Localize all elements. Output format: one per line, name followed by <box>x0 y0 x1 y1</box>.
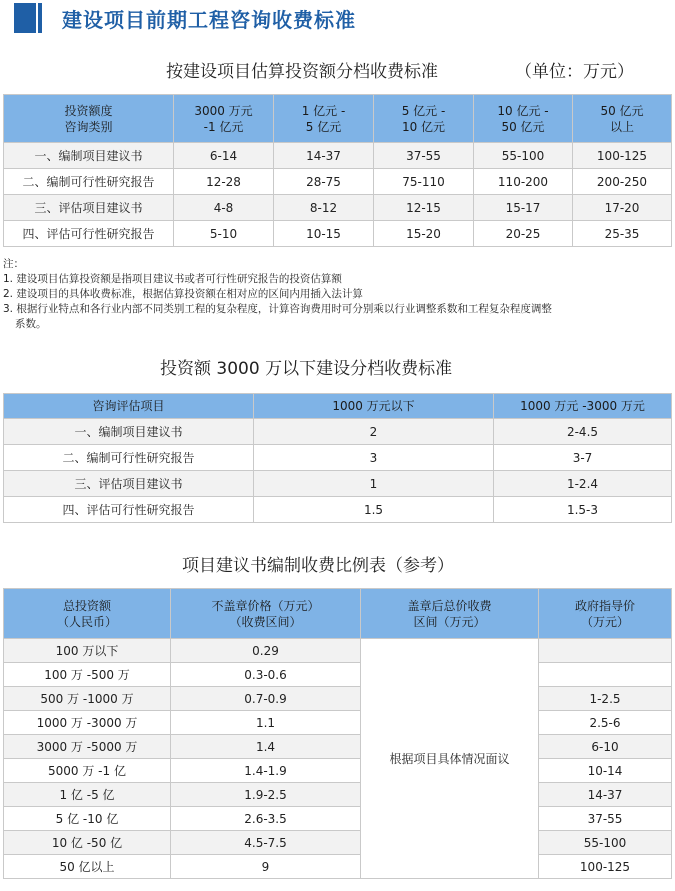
table-row <box>4 855 672 879</box>
table-cell: 1-2.4 <box>494 471 672 497</box>
table-cell <box>539 663 672 687</box>
table-row <box>4 639 672 663</box>
table-cell: 37-55 <box>374 143 474 169</box>
table3-col-header: 盖章后总价收费 区间（万元） <box>361 589 539 639</box>
table1-corner-cell: 投资额度 咨询类别 <box>4 95 174 143</box>
table-row <box>4 807 672 831</box>
header-accent-bar <box>14 3 36 33</box>
table1-col-header: 3000 万元 -1 亿元 <box>174 95 274 143</box>
table-cell: 28-75 <box>274 169 374 195</box>
row-label: 一、编制项目建议书 <box>4 419 254 445</box>
table-cell: 15-17 <box>474 195 573 221</box>
table3-col-header: 总投资额 （人民币） <box>4 589 171 639</box>
table-cell: 10-15 <box>274 221 374 247</box>
table3-col-header: 不盖章价格（万元） （收费区间） <box>171 589 361 639</box>
table-cell: 4.5-7.5 <box>171 831 361 855</box>
table3-col-header: 政府指导价 （万元） <box>539 589 672 639</box>
row-label: 50 亿以上 <box>4 855 171 879</box>
table-cell: 55-100 <box>474 143 573 169</box>
fee-table-under-3000 <box>3 393 672 523</box>
table2-header-row <box>4 394 672 419</box>
table-cell: 2-4.5 <box>494 419 672 445</box>
table-cell: 12-28 <box>174 169 274 195</box>
page-title: 建设项目前期工程咨询收费标准 <box>62 8 356 32</box>
fee-table-by-investment <box>3 94 672 247</box>
table-row <box>4 143 672 169</box>
table-cell: 6-10 <box>539 735 672 759</box>
table-cell: 2.6-3.5 <box>171 807 361 831</box>
table-cell: 14-37 <box>539 783 672 807</box>
note-item-continued: 系数。 <box>15 318 47 330</box>
table-cell: 25-35 <box>573 221 672 247</box>
table-cell: 1.9-2.5 <box>171 783 361 807</box>
table-cell: 8-12 <box>274 195 374 221</box>
table-row <box>4 711 672 735</box>
table-cell: 5-10 <box>174 221 274 247</box>
table-cell: 100-125 <box>573 143 672 169</box>
row-label: 5000 万 -1 亿 <box>4 759 171 783</box>
table1-unit: （单位：万元） <box>515 62 634 82</box>
table2-col-header: 1000 万元 -3000 万元 <box>494 394 672 419</box>
table3-title: 项目建议书编制收费比例表（参考） <box>182 556 454 576</box>
row-label: 二、编制可行性研究报告 <box>4 445 254 471</box>
table-cell: 1.5-3 <box>494 497 672 523</box>
table1-title: 按建设项目估算投资额分档收费标准 <box>166 62 438 82</box>
row-label: 100 万 -500 万 <box>4 663 171 687</box>
table-cell: 9 <box>171 855 361 879</box>
table-cell: 12-15 <box>374 195 474 221</box>
table-row <box>4 497 672 523</box>
table-row <box>4 445 672 471</box>
row-label: 3000 万 -5000 万 <box>4 735 171 759</box>
note-item: 3. 根据行业特点和各行业内部不同类别工程的复杂程度，计算咨询费用时可分别乘以行业调整系数和工程复杂程度调整 <box>3 303 552 315</box>
row-label: 100 万以下 <box>4 639 171 663</box>
table2-col-header: 咨询评估项目 <box>4 394 254 419</box>
table-row <box>4 831 672 855</box>
table-cell: 200-250 <box>573 169 672 195</box>
table-cell: 20-25 <box>474 221 573 247</box>
table1-col-header: 50 亿元 以上 <box>573 95 672 143</box>
row-label: 500 万 -1000 万 <box>4 687 171 711</box>
table-row <box>4 471 672 497</box>
table-cell: 6-14 <box>174 143 274 169</box>
table-row <box>4 759 672 783</box>
table-cell: 17-20 <box>573 195 672 221</box>
table1-header-row <box>4 95 672 143</box>
table-row <box>4 663 672 687</box>
table-cell: 1.4 <box>171 735 361 759</box>
table-cell: 2.5-6 <box>539 711 672 735</box>
table-cell: 1.4-1.9 <box>171 759 361 783</box>
row-label: 10 亿 -50 亿 <box>4 831 171 855</box>
row-label: 1 亿 -5 亿 <box>4 783 171 807</box>
table-cell: 4-8 <box>174 195 274 221</box>
table-cell: 1-2.5 <box>539 687 672 711</box>
merged-negotiation-cell: 根据项目具体情况面议 <box>361 639 539 879</box>
table-cell: 1.1 <box>171 711 361 735</box>
table-cell: 14-37 <box>274 143 374 169</box>
table-cell: 3 <box>254 445 494 471</box>
table-cell: 3-7 <box>494 445 672 471</box>
row-label: 5 亿 -10 亿 <box>4 807 171 831</box>
table-cell: 15-20 <box>374 221 474 247</box>
table-cell: 10-14 <box>539 759 672 783</box>
table1-col-header: 5 亿元 - 10 亿元 <box>374 95 474 143</box>
row-label: 1000 万 -3000 万 <box>4 711 171 735</box>
table-cell: 37-55 <box>539 807 672 831</box>
table-row <box>4 687 672 711</box>
table-cell: 2 <box>254 419 494 445</box>
table-row <box>4 221 672 247</box>
table-cell: 0.29 <box>171 639 361 663</box>
table1-col-header: 1 亿元 - 5 亿元 <box>274 95 374 143</box>
header-accent-line <box>38 3 42 33</box>
table-cell: 75-110 <box>374 169 474 195</box>
table-cell: 55-100 <box>539 831 672 855</box>
row-label: 一、编制项目建议书 <box>4 143 174 169</box>
row-label: 三、评估项目建议书 <box>4 471 254 497</box>
table-cell <box>539 639 672 663</box>
table2-col-header: 1000 万元以下 <box>254 394 494 419</box>
table1-col-header: 10 亿元 - 50 亿元 <box>474 95 573 143</box>
table-cell: 1 <box>254 471 494 497</box>
notes-section <box>3 257 673 332</box>
row-label: 三、评估项目建议书 <box>4 195 174 221</box>
row-label: 四、评估可行性研究报告 <box>4 221 174 247</box>
table2-title: 投资额 3000 万以下建设分档收费标准 <box>160 359 453 379</box>
table-cell: 1.5 <box>254 497 494 523</box>
table-row <box>4 783 672 807</box>
note-item: 2. 建设项目的具体收费标准，根据估算投资额在相对应的区间内用插入法计算 <box>3 288 363 300</box>
table3-header-row <box>4 589 672 639</box>
row-label: 四、评估可行性研究报告 <box>4 497 254 523</box>
notes-title: 注： <box>3 258 24 270</box>
table-cell: 0.3-0.6 <box>171 663 361 687</box>
table-cell: 110-200 <box>474 169 573 195</box>
table-row <box>4 169 672 195</box>
table-row <box>4 735 672 759</box>
note-item: 1. 建设项目估算投资额是指项目建议书或者可行性研究报告的投资估算额 <box>3 273 342 285</box>
table-row <box>4 195 672 221</box>
row-label: 二、编制可行性研究报告 <box>4 169 174 195</box>
table-cell: 0.7-0.9 <box>171 687 361 711</box>
table-cell: 100-125 <box>539 855 672 879</box>
proposal-fee-ratio-table <box>3 588 672 879</box>
table-row <box>4 419 672 445</box>
page-header <box>0 0 675 40</box>
